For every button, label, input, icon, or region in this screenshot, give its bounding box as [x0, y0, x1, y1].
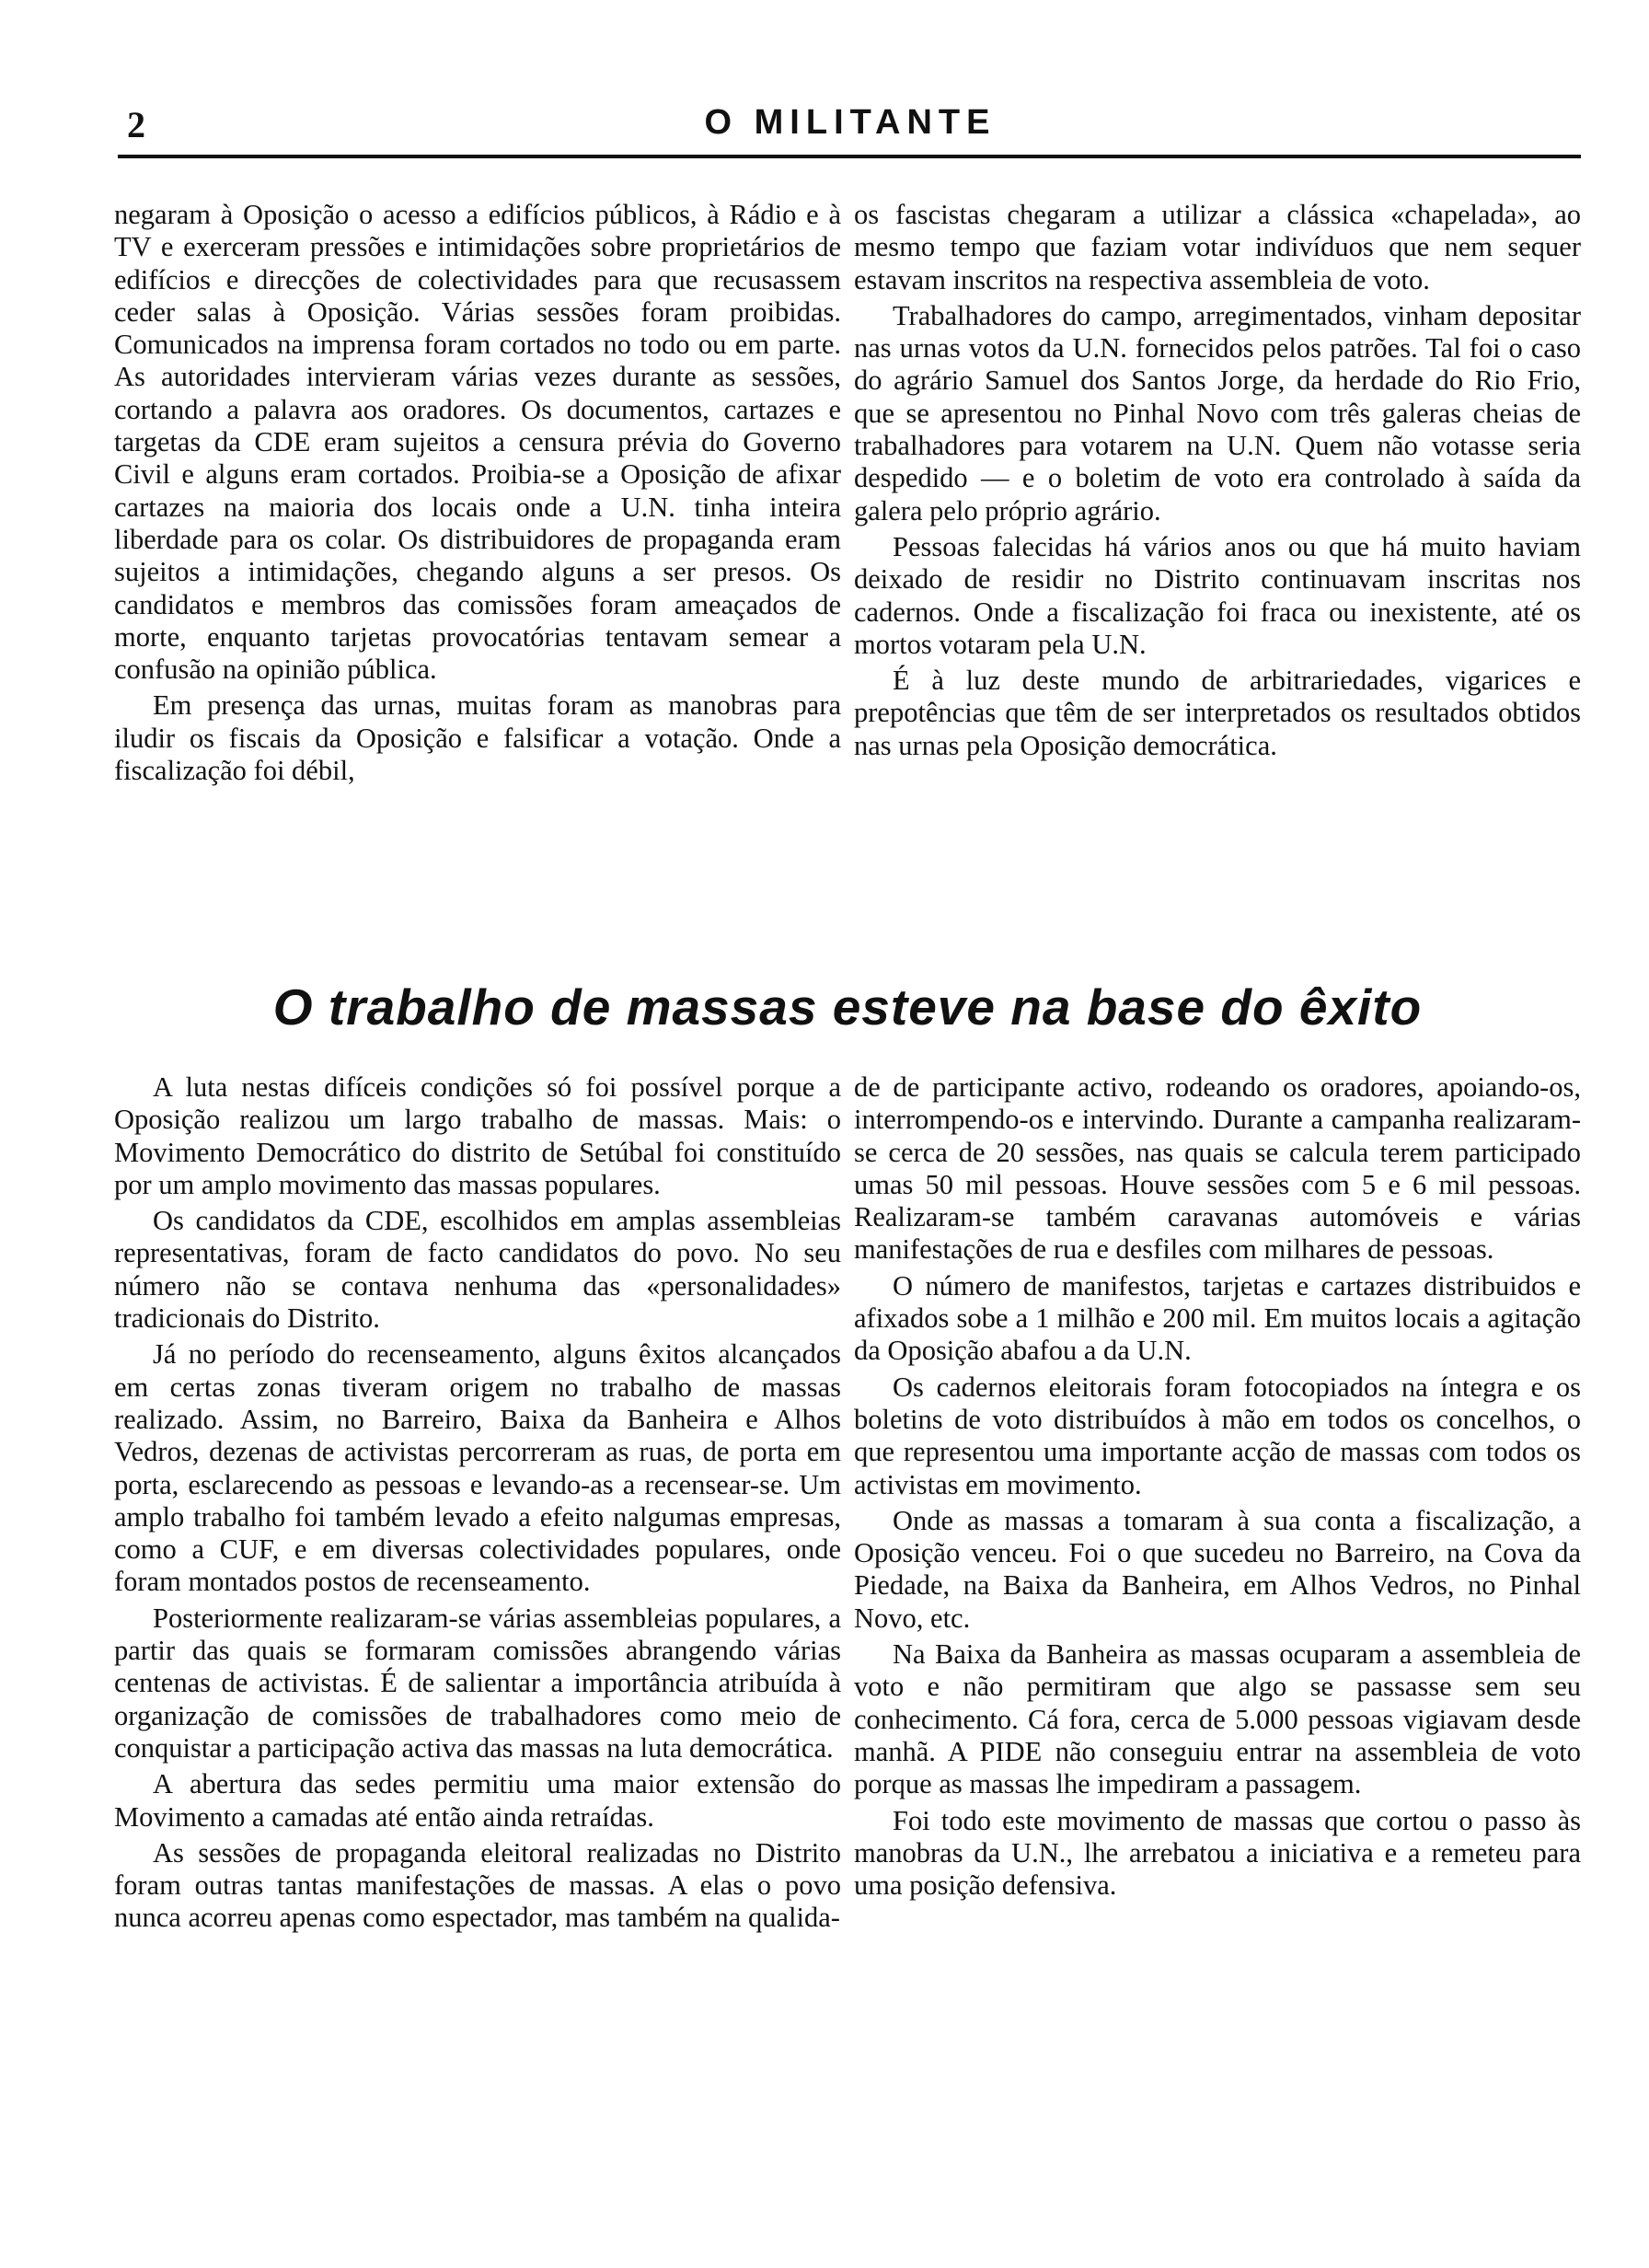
- article2-right-column: [854, 1071, 1581, 1902]
- paragraph: de de participante activo, rodeando os oradores, apoiando-os, interrompendo-os e intervindo. Durante a campanha realizaram-se cerca de 20 sessões, nas quais se calcula terem participado umas 50 mil pessoas. Houve sessões com 5 e 6 mil pessoas. Realizaram-se também caravanas automóveis e várias manifestações de rua e desfiles com milhares de pessoas.: [854, 1071, 1581, 1266]
- header-rule: [118, 155, 1581, 158]
- paragraph: Pessoas falecidas há vários anos ou que há muito haviam deixado de residir no Distrito continuavam inscritas nos cadernos. Onde a fiscalização foi fraca ou inexistente, até os mortos votaram pela U.N.: [854, 530, 1581, 660]
- article2-headline: O trabalho de massas esteve na base do êxito: [272, 978, 1423, 1036]
- paragraph: É à luz deste mundo de arbitrariedades, vigarices e prepotências que têm de ser interpretados os resultados obtidos nas urnas pela Oposição democrática.: [854, 665, 1581, 761]
- article2-left-column: [114, 1071, 841, 1935]
- paragraph: negaram à Oposição o acesso a edifícios públicos, à Rádio e à TV e exerceram pressões e intimidações sobre proprietários de edifícios e direcções de colectividades para que recusassem ceder salas à Oposição. Várias sessões foram proibidas. Comunicados na imprensa foram cortados no todo ou em parte. As autoridades intervieram várias vezes durante as sessões, cortando a palavra aos oradores. Os documentos, cartazes e targetas da CDE eram sujeitos a censura prévia do Governo Civil e alguns eram cortados. Proibia-se a Oposição de afixar cartazes na maioria dos locais onde a U.N. tinha inteira liberdade para os colar. Os distribuidores de propaganda eram sujeitos a intimidações, chegando alguns a ser presos. Os candidatos e membros das comissões foram ameaçados de morte, enquanto tarjetas provocatórias tentavam semear a confusão na opinião pública.: [114, 199, 841, 686]
- paragraph: Trabalhadores do campo, arregimentados, vinham depositar nas urnas votos da U.N. fornecidos pelos patrões. Tal foi o caso do agrário Samuel dos Santos Jorge, da herdade do Rio Frio, que se apresentou no Pinhal Novo com três galeras cheias de trabalhadores para votarem na U.N. Quem não votasse seria despedido — e o boletim de voto era controlado à saída da galera pelo próprio agrário.: [854, 299, 1581, 526]
- paragraph: As sessões de propaganda eleitoral realizadas no Distrito foram outras tantas manifestações de massas. A elas o povo nunca acorreu apenas como espectador, mas também na qualida-: [114, 1836, 841, 1934]
- paragraph: Já no período do recenseamento, alguns êxitos alcançados em certas zonas tiveram origem no trabalho de massas realizado. Assim, no Barreiro, Baixa da Banheira e Alhos Vedros, dezenas de activistas percorreram as ruas, de porta em porta, esclarecendo as pessoas e levando-as a recensear-se. Um amplo trabalho foi também levado a efeito nalgumas empresas, como a CUF, e em diversas colectividades populares, onde foram montados postos de recenseamento.: [114, 1338, 841, 1598]
- paragraph: Foi todo este movimento de massas que cortou o passo às manobras da U.N., lhe arrebatou a iniciativa e a remeteu para uma posição defensiva.: [854, 1804, 1581, 1902]
- article1-right-column: [854, 199, 1581, 762]
- article1-left-column: [114, 199, 841, 787]
- paragraph: Onde as massas a tomaram à sua conta a fiscalização, a Oposição venceu. Foi o que sucedeu no Barreiro, na Cova da Piedade, na Baixa da Banheira, em Alhos Vedros, no Pinhal Novo, etc.: [854, 1504, 1581, 1634]
- page-header: [127, 103, 1574, 151]
- paragraph: Posteriormente realizaram-se várias assembleias populares, a partir das quais se formaram comissões abrangendo várias centenas de activistas. É de salientar a importância atribuída à organização de comissões de trabalhadores como meio de conquistar a participação activa das massas na luta democrática.: [114, 1602, 841, 1764]
- paragraph: A abertura das sedes permitiu uma maior extensão do Movimento a camadas até então ainda retraídas.: [114, 1768, 841, 1833]
- paragraph: O número de manifestos, tarjetas e cartazes distribuidos e afixados sobe a 1 milhão e 200 mil. Em muitos locais a agitação da Oposição abafou a da U.N.: [854, 1269, 1581, 1367]
- paragraph: A luta nestas difíceis condições só foi possível porque a Oposição realizou um largo trabalho de massas. Mais: o Movimento Democrático do distrito de Setúbal foi constituído por um amplo movimento das massas populares.: [114, 1071, 841, 1200]
- paragraph: Os candidatos da CDE, escolhidos em amplas assembleias representativas, foram de facto candidatos do povo. No seu número não se contava nenhuma das «personalidades» tradicionais do Distrito.: [114, 1205, 841, 1335]
- paragraph: Os cadernos eleitorais foram fotocopiados na íntegra e os boletins de voto distribuídos à mão em todos os concelhos, o que representou uma importante acção de massas com todos os activistas em movimento.: [854, 1371, 1581, 1500]
- page-number: 2: [127, 104, 145, 145]
- paragraph: os fascistas chegaram a utilizar a clássica «chapelada», ao mesmo tempo que faziam votar indivíduos que nem sequer estavam inscritos na respectiva assembleia de voto.: [854, 199, 1581, 295]
- paragraph: Na Baixa da Banheira as massas ocuparam a assembleia de voto e não permitiram que algo se passasse sem seu conhecimento. Cá fora, cerca de 5.000 pessoas vigiavam desde manhã. A PIDE não conseguiu entrar na assembleia de voto porque as massas lhe impediram a passagem.: [854, 1638, 1581, 1800]
- publication-title: O MILITANTE: [704, 103, 997, 142]
- paragraph: Em presença das urnas, muitas foram as manobras para iludir os fiscais da Oposição e falsificar a votação. Onde a fiscalização foi débil,: [114, 689, 841, 787]
